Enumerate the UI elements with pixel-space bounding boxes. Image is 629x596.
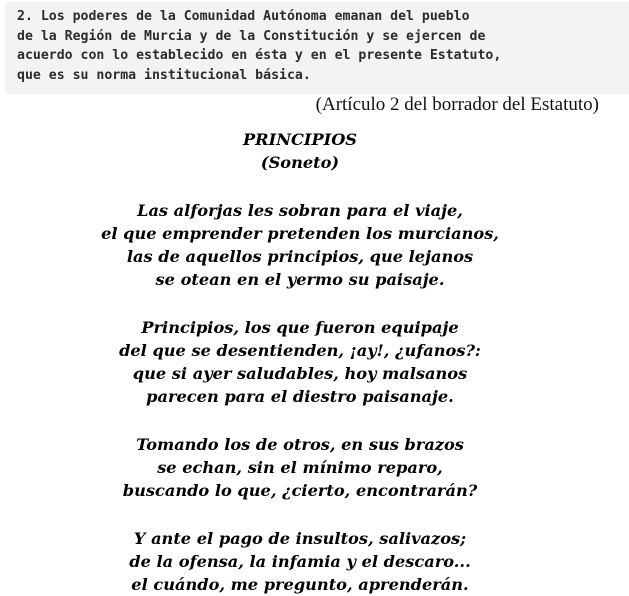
stanza-2 — [0, 316, 600, 408]
stanza-3 — [0, 433, 600, 502]
poem-line: Principios, los que fueron equipaje — [141, 318, 459, 337]
poem-line: Y ante el pago de insultos, salivazos; — [133, 529, 467, 548]
excerpt-line: acuerdo con lo establecido en ésta y en el presente Estatuto, — [17, 48, 502, 63]
poem-line: que si ayer saludables, hoy malsanos — [132, 364, 468, 383]
stanza-1 — [0, 199, 600, 291]
stanza-4 — [0, 527, 600, 596]
statute-excerpt — [5, 2, 629, 94]
poem-line: se echan, sin el mínimo reparo, — [157, 458, 443, 477]
poem-line: parecen para el diestro paisanaje. — [146, 387, 454, 406]
poem-line: buscando lo que, ¿cierto, encontrarán? — [122, 481, 478, 500]
poem-line: el que emprender pretenden los murcianos, — [101, 224, 499, 243]
poem-title: PRINCIPIOS — [243, 130, 357, 149]
poem-subtitle: (Soneto) — [260, 153, 340, 172]
statute-excerpt-text — [17, 7, 629, 85]
poem-line: el cuándo, me pregunto, aprenderán. — [131, 575, 469, 594]
excerpt-line: que es su norma institucional básica. — [17, 67, 311, 83]
poem-line: las de aquellos principios, que lejanos — [126, 247, 474, 266]
citation: (Artículo 2 del borrador del Estatuto) — [315, 94, 599, 115]
poem-line: de la ofensa, la infamia y el descaro... — [129, 552, 471, 571]
poem-line: Tomando los de otros, en sus brazos — [136, 435, 464, 454]
excerpt-line: 2. Los poderes de la Comunidad Autónoma emanan del pueblo — [17, 9, 470, 24]
poem-line: Las alforjas les sobran para el viaje, — [137, 201, 463, 220]
excerpt-line: de la Región de Murcia y de la Constitución y se ejercen de — [17, 28, 486, 44]
poem-line: del que se desentienden, ¡ay!, ¿ufanos?: — [119, 341, 481, 360]
poem — [0, 128, 600, 596]
poem-line: se otean en el yermo su paisaje. — [155, 270, 445, 289]
